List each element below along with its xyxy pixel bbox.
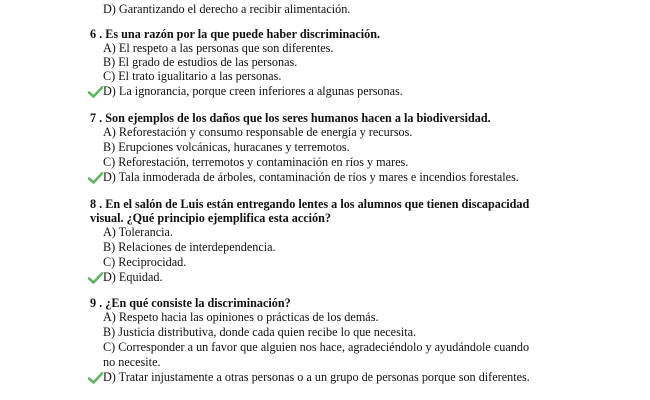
question-8-option-c: C) Reciprocidad.: [103, 255, 187, 269]
question-8-title-line-2: visual. ¿Qué principio ejemplifica esta acción?: [90, 211, 332, 225]
question-7-option-c: C) Reforestación, terremotos y contaminación en ríos y mares.: [103, 155, 409, 169]
check-icon: [88, 86, 103, 98]
question-5-option-d: D) Garantizando el derecho a recibir alimentación.: [103, 2, 351, 16]
question-6-option-c: C) El trato igualitario a las personas.: [103, 69, 282, 83]
question-9-option-c-continuation: no necesite.: [103, 355, 161, 369]
question-8-title-line-1: 8 . En el salón de Luis están entregando lentes a los alumnos que tienen discapacidad: [90, 197, 530, 211]
question-9-option-a: A) Respeto hacia las opiniones o prácticas de los demás.: [103, 310, 379, 324]
question-8-option-a: A) Tolerancia.: [103, 225, 173, 239]
question-8-option-b: B) Relaciones de interdependencia.: [103, 240, 276, 254]
check-icon: [88, 272, 103, 284]
question-8-option-d: D) Equidad.: [103, 270, 163, 284]
check-icon: [88, 372, 103, 384]
question-6-option-b: B) El grado de estudios de las personas.: [103, 55, 298, 69]
question-6-title: 6 . Es una razón por la que puede haber discriminación.: [90, 27, 381, 41]
question-6-option-d: D) La ignorancia, porque creen inferiores a algunas personas.: [103, 84, 403, 98]
question-6-option-a: A) El respeto a las personas que son diferentes.: [103, 41, 334, 55]
question-7-option-d: D) Tala inmoderada de árboles, contaminación de ríos y mares e incendios forestales.: [103, 170, 519, 184]
question-7-title: 7 . Son ejemplos de los daños que los seres humanos hacen a la biodiversidad.: [90, 111, 491, 125]
question-7-option-b: B) Erupciones volcánicas, huracanes y terremotos.: [103, 140, 350, 154]
check-icon: [88, 172, 103, 184]
question-9-option-d: D) Tratar injustamente a otras personas o a un grupo de personas porque son diferentes.: [103, 370, 530, 384]
question-7-option-a: A) Reforestación y consumo responsable de energía y recursos.: [103, 125, 413, 139]
question-9-title: 9 . ¿En qué consiste la discriminación?: [90, 296, 291, 310]
question-9-option-b: B) Justicia distributiva, donde cada quien recibe lo que necesita.: [103, 325, 417, 339]
question-9-option-c: C) Corresponder a un favor que alguien nos hace, agradeciéndolo y ayudándole cuando: [103, 340, 530, 354]
